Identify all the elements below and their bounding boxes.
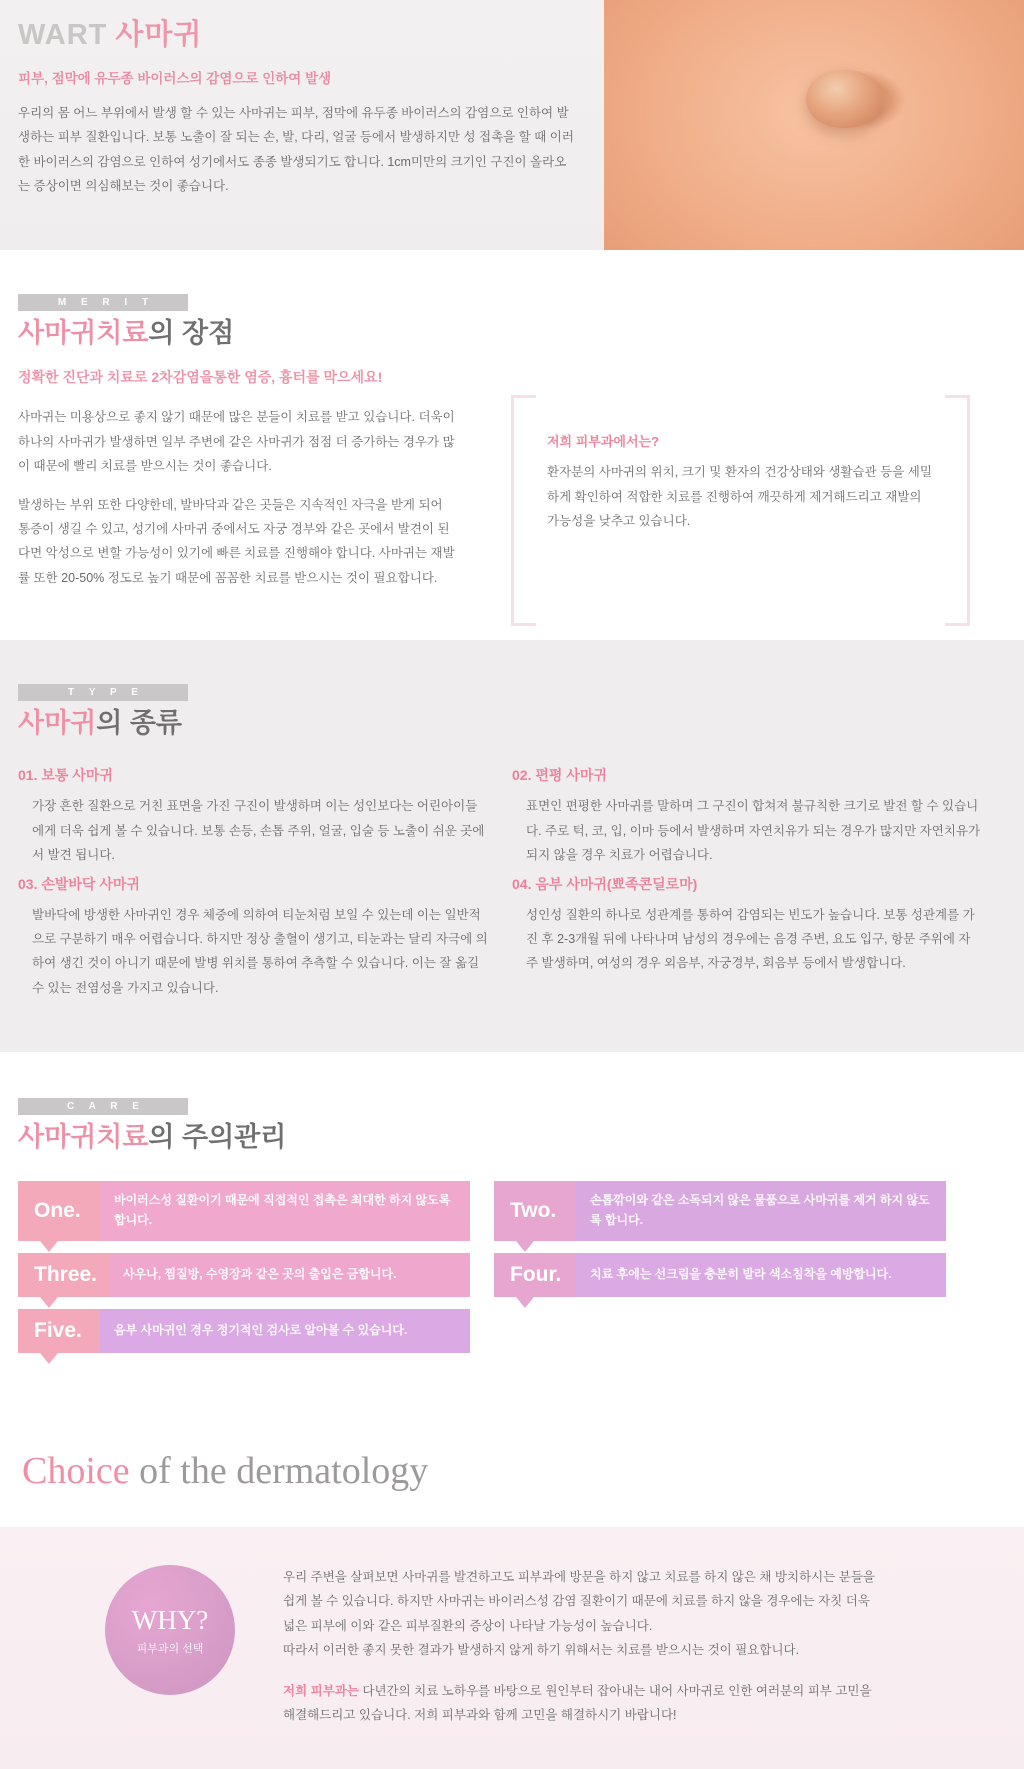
why-section <box>0 1527 1024 1769</box>
merit-box-title: 저희 피부과에서는? <box>547 434 660 450</box>
merit-heading <box>18 317 1024 349</box>
type-item-title: 04. 음부 사마귀(뾰족콘딜로마) <box>512 875 698 892</box>
type-section <box>0 640 1024 1052</box>
care-item <box>18 1181 470 1241</box>
merit-columns <box>18 405 1024 590</box>
care-row <box>18 1181 978 1241</box>
type-item-desc: 가장 흔한 질환으로 거친 표면을 가진 구진이 발생하며 이는 성인보다는 어린아이들에게 더욱 쉽게 볼 수 있습니다. 보통 손등, 손톱 주위, 얼굴, 입술 등 노출이 쉬운 곳에서 발견 됩니다. <box>32 799 485 863</box>
care-item <box>494 1253 946 1297</box>
type-item <box>18 765 488 867</box>
type-heading <box>18 707 1024 739</box>
type-item <box>18 874 488 1001</box>
care-heading <box>18 1121 1024 1153</box>
why-paragraph: 우리 주변을 살펴보면 사마귀를 발견하고도 피부과에 방문을 하지 않고 치료를 하지 않은 채 방치하시는 분들을 쉽게 볼 수 있습니다. 하지만 사마귀는 바이러스성 감염 질환이기 때문에 치료를 하지 않을 경우에는 자칫 더욱 넓은 피부에 이와 같은 피부질환의 증상이 나타날 가능성이 높습니다. <box>283 1570 875 1633</box>
choice-section <box>0 1405 1024 1527</box>
care-item <box>494 1181 946 1241</box>
why-paragraph: 따라서 이러한 좋지 못한 결과가 발생하지 않게 하기 위해서는 치료를 받으시는 것이 필요합니다. <box>283 1643 800 1658</box>
care-row <box>18 1309 978 1353</box>
care-item-label: Two. <box>494 1181 576 1241</box>
merit-heading-rest: 의 장점 <box>148 318 235 348</box>
merit-paragraph: 사마귀는 미용상으로 좋지 않기 때문에 많은 분들이 치료를 받고 있습니다. 더욱이 하나의 사마귀가 발생하면 일부 주변에 같은 사마귀가 점점 더 증가하는 경우가 많이 때문에 빨리 치료를 받으시는 것이 좋습니다. <box>18 410 455 474</box>
care-section <box>0 1052 1024 1405</box>
choice-heading-rest: of the dermatology <box>129 1450 429 1493</box>
type-heading-pink: 사마귀 <box>18 708 97 739</box>
care-item-label: Five. <box>18 1309 100 1353</box>
choice-heading-accent: Choice <box>22 1450 130 1493</box>
choice-heading <box>22 1449 1024 1493</box>
why-paragraph-highlight <box>283 1679 883 1728</box>
type-heading-rest: 의 종류 <box>96 708 182 739</box>
type-item-desc: 성인성 질환의 하나로 성관계를 통하여 감염되는 빈도가 높습니다. 보통 성관계를 가진 후 2-3개월 뒤에 나타나며 남성의 경우에는 음경 주변, 요도 입구, 항문 주위에 자주 발생하며, 여성의 경우 외음부, 자궁경부, 회음부 등에서 발생합니다. <box>526 907 975 971</box>
merit-section <box>0 250 1024 640</box>
wart-photo <box>604 0 1024 250</box>
why-highlight: 저희 피부과는 <box>283 1683 359 1698</box>
merit-text-column <box>18 405 458 590</box>
care-item-text: 바이러스성 질환이기 때문에 직접적인 접촉은 최대한 하지 않도록 합니다. <box>100 1181 470 1241</box>
why-badge-sub: 피부과의 선택 <box>136 1642 204 1655</box>
why-badge <box>105 1565 235 1695</box>
type-grid <box>18 765 1008 1006</box>
care-item-label: Four. <box>494 1253 576 1297</box>
type-item-desc: 발바닥에 방생한 사마귀인 경우 체중에 의하여 티눈처럼 보일 수 있는데 이는 일반적으로 구분하기 매우 어렵습니다. 하지만 정상 출혈이 생기고, 티눈과는 달리 자극에 의하여 생긴 것이 아니기 때문에 발병 위치를 통하여 추측할 수 있습니다. 이는 잘 옮길 수 있는 전염성을 가지고 있습니다. <box>32 907 488 995</box>
type-item-desc: 표면인 편평한 사마귀를 말하며 그 구진이 합쳐져 불규칙한 크기로 발전 할 수 있습니다. 주로 턱, 코, 입, 이마 등에서 발생하며 자연치유가 되는 경우가 많지만 자연치유가 되지 않을 경우 치료가 어렵습니다. <box>526 799 981 863</box>
care-list <box>18 1181 978 1353</box>
hero-body-text: 우리의 몸 어느 부위에서 발생 할 수 있는 사마귀는 피부, 점막에 유두종 바이러스의 감염으로 인하여 발생하는 피부 질환입니다. 보통 노출이 잘 되는 손, 발, 다리, 얼굴 등에서 발생하지만 성 접촉을 할 때 이러한 바이러스의 감염으로 인하여 성기에서도 종종 발생되기도 합니다. 1cm미만의 크기인 구진이 올라오는 증상이면 의심해보는 것이 좋습니다. <box>18 105 574 193</box>
merit-paragraph: 발생하는 부위 또한 다양한데, 발바닥과 같은 곳들은 지속적인 자극을 받게 되어 통증이 생길 수 있고, 성기에 사마귀 중에서도 자궁 경부와 같은 곳에서 발견이 된다면 악성으로 변할 가능성이 있기에 빠른 치료를 진행해야 합니다. 사마귀는 재발률 또한 20-50% 정도로 높기 때문에 꼼꼼한 치료를 받으시는 것이 필요합니다. <box>18 497 455 585</box>
hero-title-kr: 사마귀 <box>115 19 203 51</box>
type-item-title: 03. 손발바닥 사마귀 <box>18 875 140 892</box>
hero-title-en: WART <box>18 19 108 51</box>
why-badge-title: WHY? <box>131 1604 209 1635</box>
type-item-title: 02. 편평 사마귀 <box>512 767 607 784</box>
care-item <box>18 1253 470 1297</box>
why-paragraph-rest: 다년간의 치료 노하우를 바탕으로 원인부터 잡아내는 내어 사마귀로 인한 여러분의 피부 고민을 해결해드리고 있습니다. 저희 피부과와 함께 고민을 해결하시기 바랍니다! <box>283 1683 872 1722</box>
care-item-text: 음부 사마귀인 경우 정기적인 검사로 알아볼 수 있습니다. <box>100 1309 470 1353</box>
merit-heading-pink: 사마귀치료 <box>18 318 149 348</box>
why-text <box>283 1565 883 1727</box>
care-heading-pink: 사마귀치료 <box>18 1122 149 1153</box>
care-item <box>18 1309 470 1353</box>
merit-lead: 정확한 진단과 치료로 2차감염을통한 염증, 흉터를 막으세요! <box>18 369 383 386</box>
page-title <box>18 18 618 53</box>
type-item <box>512 765 982 867</box>
care-heading-rest: 의 주의관리 <box>148 1122 287 1153</box>
hero-subtitle: 피부, 점막에 유두종 바이러스의 감염으로 인하여 발생 <box>18 70 332 86</box>
care-item-label: One. <box>18 1181 100 1241</box>
merit-highlight-box <box>513 405 968 590</box>
merit-tagline: M E R I T <box>18 294 188 311</box>
care-item-text: 손톱깎이와 같은 소독되지 않은 물품으로 사마귀를 제거 하지 않도록 합니다. <box>576 1181 946 1241</box>
hero-section <box>0 0 1024 250</box>
type-item-title: 01. 보통 사마귀 <box>18 767 113 784</box>
care-tagline: C A R E <box>18 1098 188 1115</box>
care-item-text: 치료 후에는 선크림을 충분히 발라 색소침착을 예방합니다. <box>576 1253 946 1297</box>
type-tagline: T Y P E <box>18 684 188 701</box>
type-item <box>512 874 982 1001</box>
merit-box-body: 환자분의 사마귀의 위치, 크기 및 환자의 건강상태와 생활습관 등을 세밀하게 확인하여 적합한 치료를 진행하여 깨끗하게 제거해드리고 재발의 가능성을 낮추고 있습니다. <box>547 465 932 529</box>
care-item-text: 사우나, 찜질방, 수영장과 같은 곳의 출입은 금합니다. <box>109 1253 470 1297</box>
care-row <box>18 1253 978 1297</box>
hero-content <box>0 0 618 198</box>
care-item-label: Three. <box>18 1253 109 1297</box>
